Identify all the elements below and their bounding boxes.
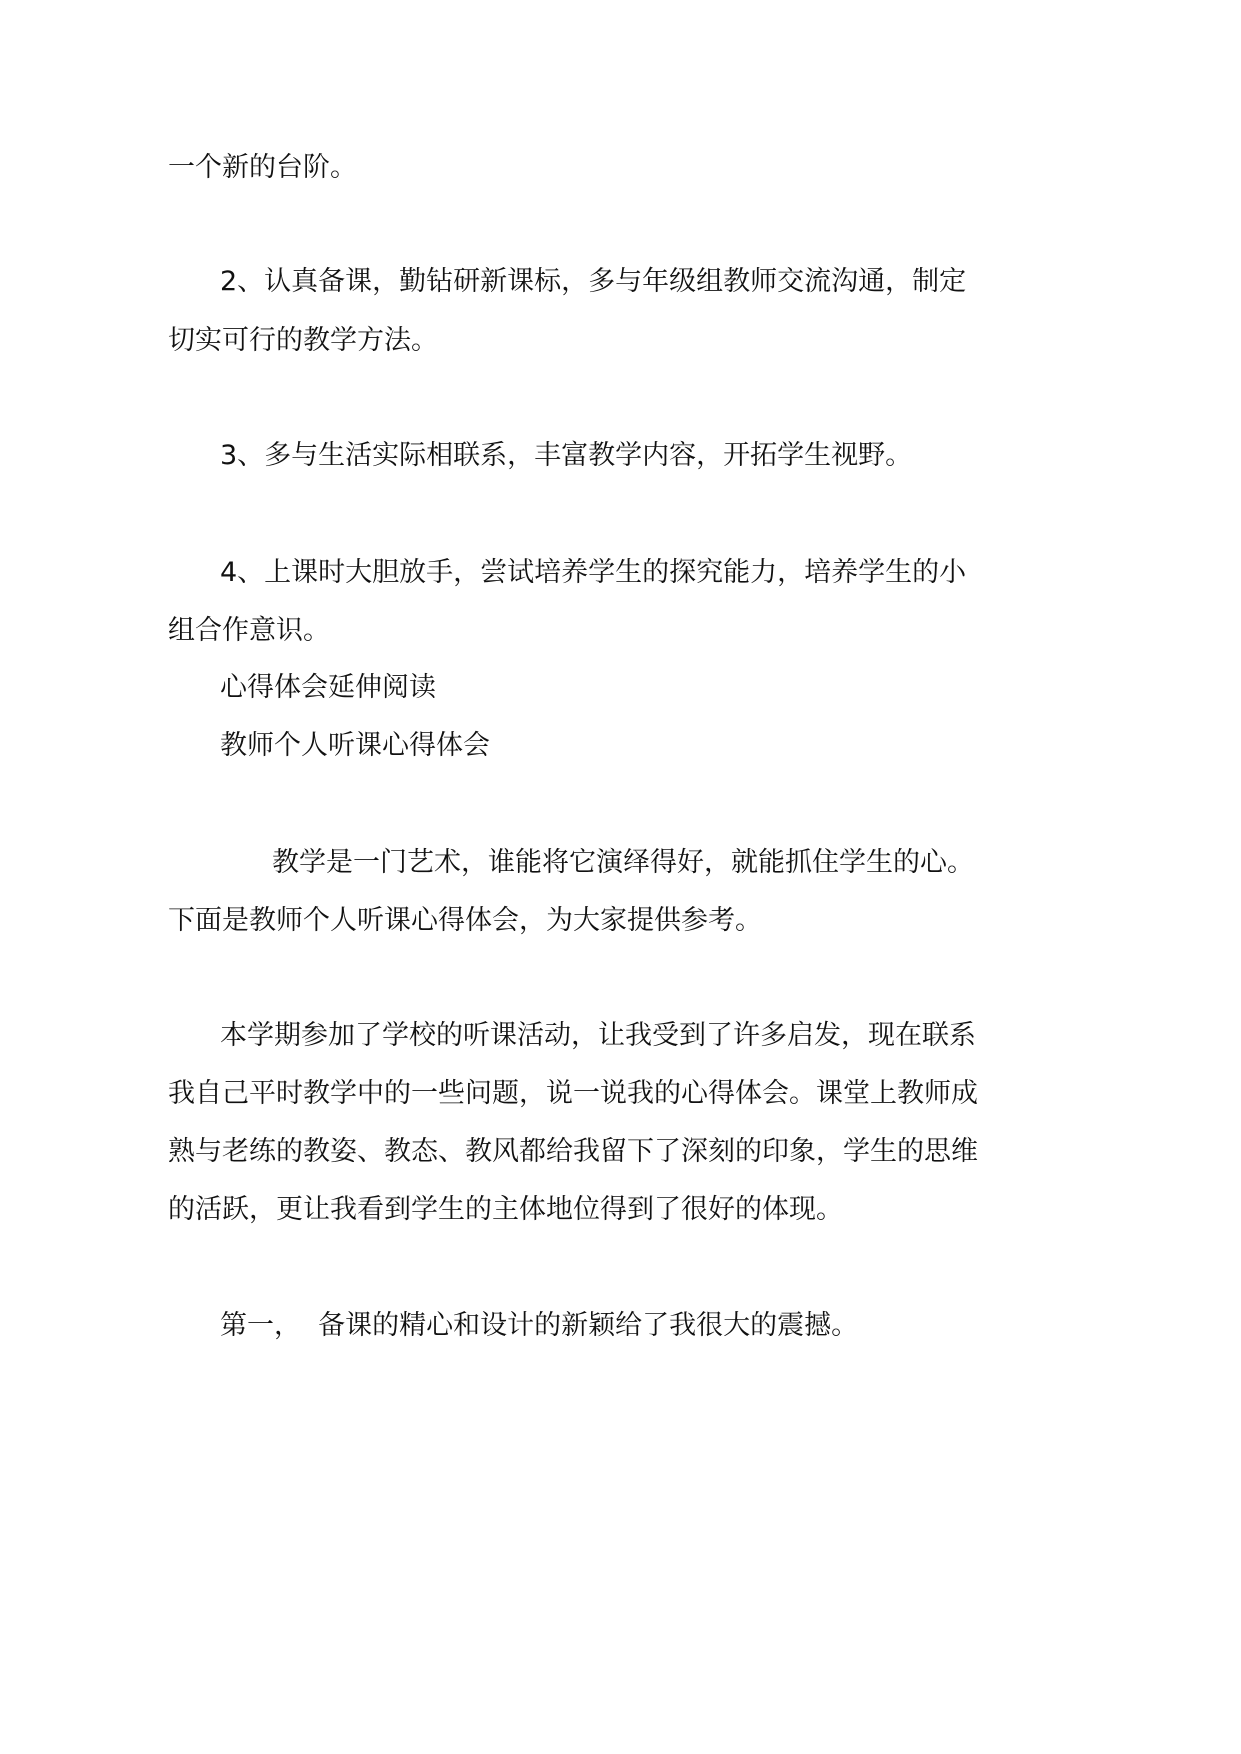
text-line: 下面是教师个人听课心得体会，为大家提供参考。 <box>168 905 762 936</box>
text-line: 熟与老练的教姿、教态、教风都给我留下了深刻的印象，学生的思维 <box>168 1136 978 1167</box>
text-line: 切实可行的教学方法。 <box>168 325 438 356</box>
text-line: 的活跃，更让我看到学生的主体地位得到了很好的体现。 <box>168 1194 843 1225</box>
text-line: 教学是一门艺术，谁能将它演绎得好，就能抓住学生的心。 <box>272 847 974 878</box>
text-line: 一个新的台阶。 <box>168 152 357 183</box>
article-title: 教师个人听课心得体会 <box>220 730 490 761</box>
text-line: 我自己平时教学中的一些问题，说一说我的心得体会。课堂上教师成 <box>168 1078 978 1109</box>
text-line: 第一， 备课的精心和设计的新颖给了我很大的震撼。 <box>220 1310 859 1341</box>
text-line: 2、认真备课，勤钻研新课标，多与年级组教师交流沟通，制定 <box>220 266 967 297</box>
text-line: 4、上课时大胆放手，尝试培养学生的探究能力，培养学生的小 <box>220 557 967 588</box>
text-line: 组合作意识。 <box>168 615 330 646</box>
text-line: 3、多与生活实际相联系，丰富教学内容，开拓学生视野。 <box>220 440 913 471</box>
text-line: 本学期参加了学校的听课活动，让我受到了许多启发，现在联系 <box>220 1020 976 1051</box>
section-heading: 心得体会延伸阅读 <box>220 672 436 703</box>
